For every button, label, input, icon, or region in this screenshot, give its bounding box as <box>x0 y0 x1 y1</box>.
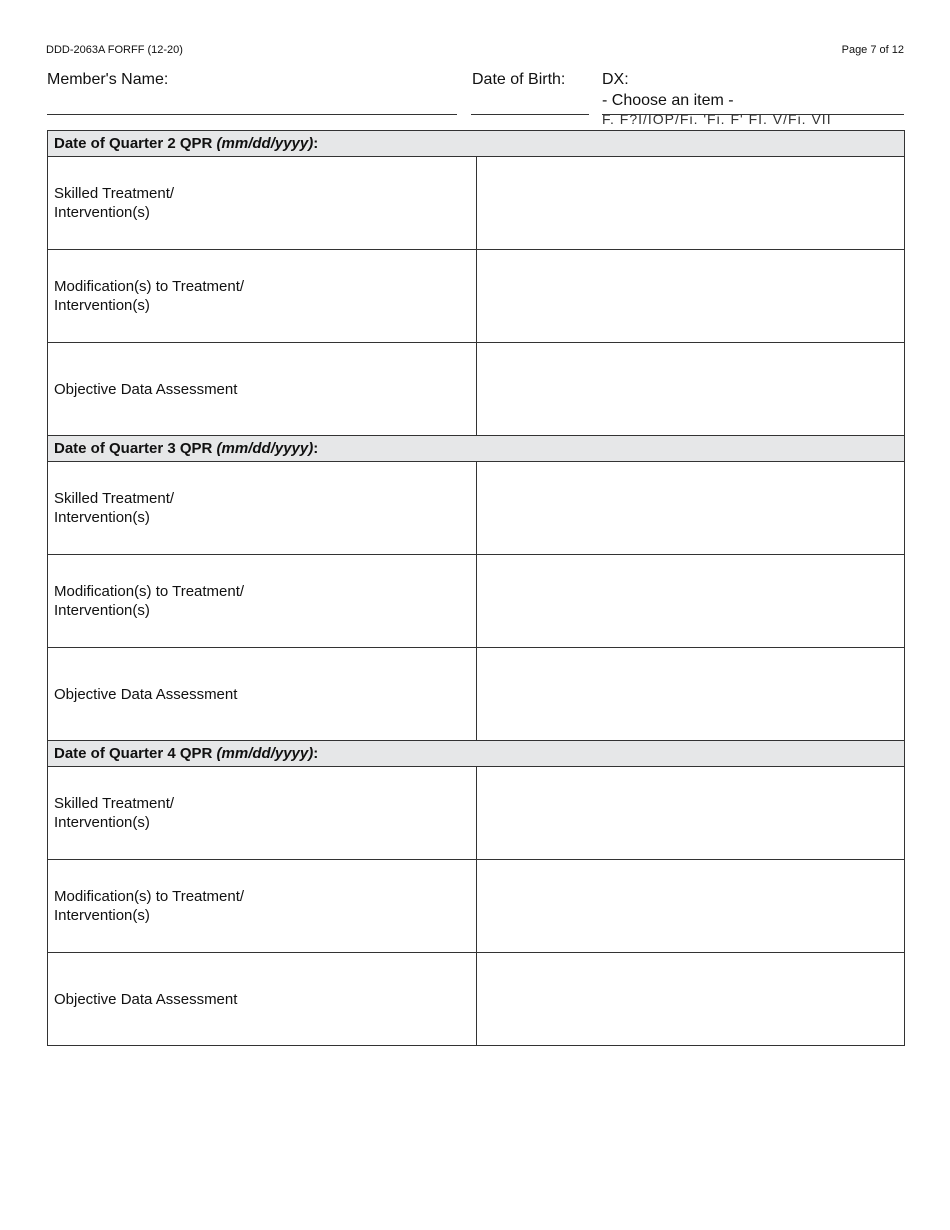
form-code: DDD-2063A FORFF (12-20) <box>46 44 183 56</box>
objective-data-assessment-label: Objective Data Assessment <box>48 953 477 1046</box>
quarter-header-suffix: : <box>313 440 319 457</box>
quarter-3-modification-treatment-field[interactable] <box>476 555 905 648</box>
dob-label: Date of Birth: <box>472 71 566 88</box>
dx-dropdown[interactable] <box>602 92 902 127</box>
dob-field[interactable] <box>471 114 589 115</box>
table-row <box>48 555 905 648</box>
quarter-4-header-row <box>48 741 905 767</box>
dx-clipped-text: F. F?I/IOP/Fi. 'Fi. F' FI. V/Fi. VII <box>602 111 832 127</box>
page-number: Page 7 of 12 <box>841 44 904 56</box>
quarter-4-skilled-treatment-field[interactable] <box>476 767 905 860</box>
quarter-4-modification-treatment-field[interactable] <box>476 860 905 953</box>
table-row <box>48 648 905 741</box>
quarter-2-header-row <box>48 131 905 157</box>
quarter-2-skilled-treatment-field[interactable] <box>476 157 905 250</box>
member-name-label: Member's Name: <box>47 71 169 88</box>
quarter-2-modification-treatment-field[interactable] <box>476 250 905 343</box>
quarter-4-date-header[interactable] <box>48 741 905 767</box>
table-row <box>48 343 905 436</box>
quarter-3-header-row <box>48 436 905 462</box>
modification-treatment-label: Modification(s) to Treatment/ Intervention(s) <box>48 250 477 343</box>
quarter-header-prefix: Date of Quarter 3 QPR <box>54 440 217 457</box>
quarter-header-suffix: : <box>313 135 319 152</box>
dx-selected-value: - Choose an item - <box>602 92 734 109</box>
objective-data-assessment-label: Objective Data Assessment <box>48 343 477 436</box>
table-row <box>48 767 905 860</box>
dx-field-underline <box>602 114 904 115</box>
quarter-2-objective-data-assessment-field[interactable] <box>476 343 905 436</box>
table-row <box>48 462 905 555</box>
quarter-header-suffix: : <box>313 745 319 762</box>
quarter-header-prefix: Date of Quarter 2 QPR <box>54 135 217 152</box>
quarter-3-objective-data-assessment-field[interactable] <box>476 648 905 741</box>
quarter-2-date-header[interactable] <box>48 131 905 157</box>
quarter-header-date-format: (mm/dd/yyyy) <box>216 745 314 762</box>
objective-data-assessment-label: Objective Data Assessment <box>48 648 477 741</box>
quarter-4-objective-data-assessment-field[interactable] <box>476 953 905 1046</box>
skilled-treatment-label: Skilled Treatment/ Intervention(s) <box>48 767 477 860</box>
quarter-3-skilled-treatment-field[interactable] <box>476 462 905 555</box>
skilled-treatment-label: Skilled Treatment/ Intervention(s) <box>48 157 477 250</box>
table-row <box>48 860 905 953</box>
table-row <box>48 157 905 250</box>
table-row <box>48 250 905 343</box>
quarter-3-date-header[interactable] <box>48 436 905 462</box>
dx-label: DX: <box>602 71 629 88</box>
quarter-header-prefix: Date of Quarter 4 QPR <box>54 745 217 762</box>
modification-treatment-label: Modification(s) to Treatment/ Intervention(s) <box>48 555 477 648</box>
member-name-field[interactable] <box>47 114 457 115</box>
table-row <box>48 953 905 1046</box>
skilled-treatment-label: Skilled Treatment/ Intervention(s) <box>48 462 477 555</box>
quarter-header-date-format: (mm/dd/yyyy) <box>216 135 314 152</box>
qpr-table <box>47 130 905 1046</box>
quarter-header-date-format: (mm/dd/yyyy) <box>216 440 314 457</box>
modification-treatment-label: Modification(s) to Treatment/ Intervention(s) <box>48 860 477 953</box>
